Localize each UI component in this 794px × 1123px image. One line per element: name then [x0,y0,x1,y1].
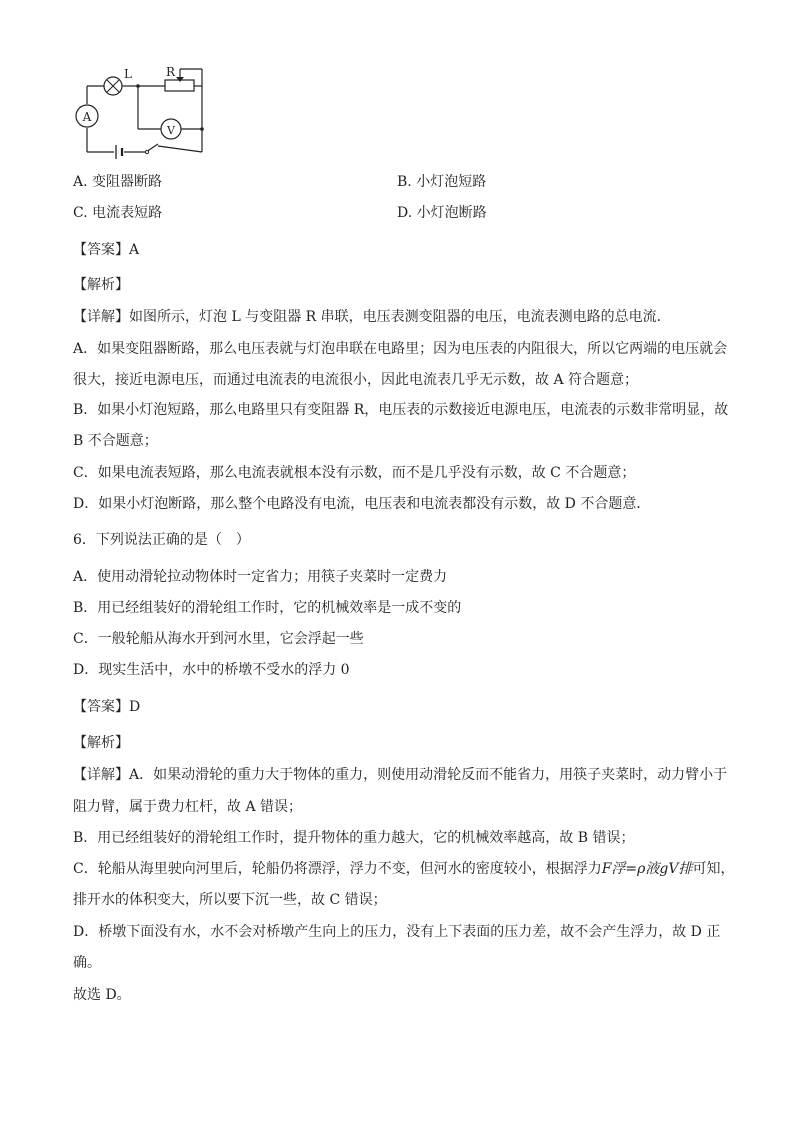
q5-detail-c: C．如果电流表短路，那么电流表就根本没有示数，而不是几乎没有示数，故 C 不合题意； [73,465,636,481]
rheostat-icon [165,80,194,91]
q5-option-d: D. 小灯泡断路 [397,205,487,221]
answer-tag: 【答案】 [73,699,129,715]
q6-detail-a-line1 [73,765,727,785]
detail-text: C．轮船从海里驶向河里后，轮船仍将漂浮，浮力不变，但河水的密度较小，根据浮力 [73,861,602,877]
voltmeter-icon [161,119,181,139]
answer-value: A [129,242,140,258]
q5-answer [73,240,139,260]
q5-detail-intro [73,307,671,327]
q6-detail-a-line2: 阻力臂，属于费力杠杆，故 A 错误； [73,799,303,815]
q5-option-a: A. 变阻器断路 [73,174,163,190]
detail-tag: 【详解】 [73,767,129,783]
detail-tag: 【详解】 [73,309,129,325]
answer-tag: 【答案】 [73,242,129,258]
q5-detail-b-line1: B．如果小灯泡短路，那么电路里只有变阻器 R，电压表的示数接近电源电压，电流表的示数非常明显，故 [73,402,729,418]
rheostat-label: R [166,65,176,79]
ammeter-icon [76,105,98,127]
lamp-label: L [124,67,132,81]
q5-option-c: C. 电流表短路 [73,205,163,221]
q6-option-b: B．用已经组装好的滑轮组工作时，它的机械效率是一成不变的 [73,600,462,616]
circuit-diagram [72,64,212,159]
q6-detail-d-line1: D．桥墩下面没有水，水不会对桥墩产生向上的压力，没有上下表面的压力差，故不会产生浮力，故 D 正 [73,924,721,940]
q6-conclusion: 故选 D。 [73,987,131,1003]
q5-option-b: B. 小灯泡短路 [397,174,487,190]
detail-text: 如图所示，灯泡 L 与变阻器 R 串联，电压表测变阻器的电压，电流表测电路的总电流． [129,309,671,325]
junction-dot [200,127,204,131]
lamp-icon [104,77,122,95]
buoyancy-formula: F浮=ρ液gV排 [601,861,693,877]
svg-text:V: V [167,124,175,137]
detail-text: A．如果动滑轮的重力大于物体的重力，则使用动滑轮反而不能省力，用筷子夹菜时，动力臂小于 [129,767,728,783]
q5-detail-b-line2: B 不合题意； [73,433,158,449]
q5-analysis-tag: 【解析】 [73,277,129,293]
q5-detail-a-line1: A．如果变阻器断路，那么电压表就与灯泡串联在电路里；因为电压表的内阻很大，所以它两端的电压就会 [73,341,728,357]
q6-option-d: D．现实生活中，水中的桥墩不受水的浮力 0 [73,662,350,678]
q5-detail-d: D．如果小灯泡断路，那么整个电路没有电流，电压表和电流表都没有示数，故 D 不合题意． [73,496,651,512]
junction-dot [136,84,140,88]
battery-icon [116,145,122,159]
q6-option-c: C．一般轮船从海水开到河水里，它会浮起一些 [73,631,364,647]
q6-analysis-tag: 【解析】 [73,735,129,751]
q6-stem: 6．下列说法正确的是（ ） [73,532,250,548]
answer-value: D [129,699,141,715]
q6-detail-d-line2: 确。 [73,955,101,971]
detail-text: 可知， [692,861,735,877]
q6-detail-b: B．用已经组装好的滑轮组工作时，提升物体的重力越大，它的机械效率越高，故 B 错误； [73,830,635,846]
q6-answer [73,697,140,717]
q5-detail-a-line2: 很大，接近电源电压，而通过电流表的电流很小，因此电流表几乎无示数，故 A 符合题意； [73,372,639,388]
q6-detail-c-line2: 排开水的体积变大，所以要下沉一些，故 C 错误； [73,892,387,908]
q6-option-a: A．使用动滑轮拉动物体时一定省力；用筷子夹菜时一定费力 [73,569,448,585]
svg-text:A: A [82,110,92,124]
q6-detail-c-line1 [73,859,734,879]
